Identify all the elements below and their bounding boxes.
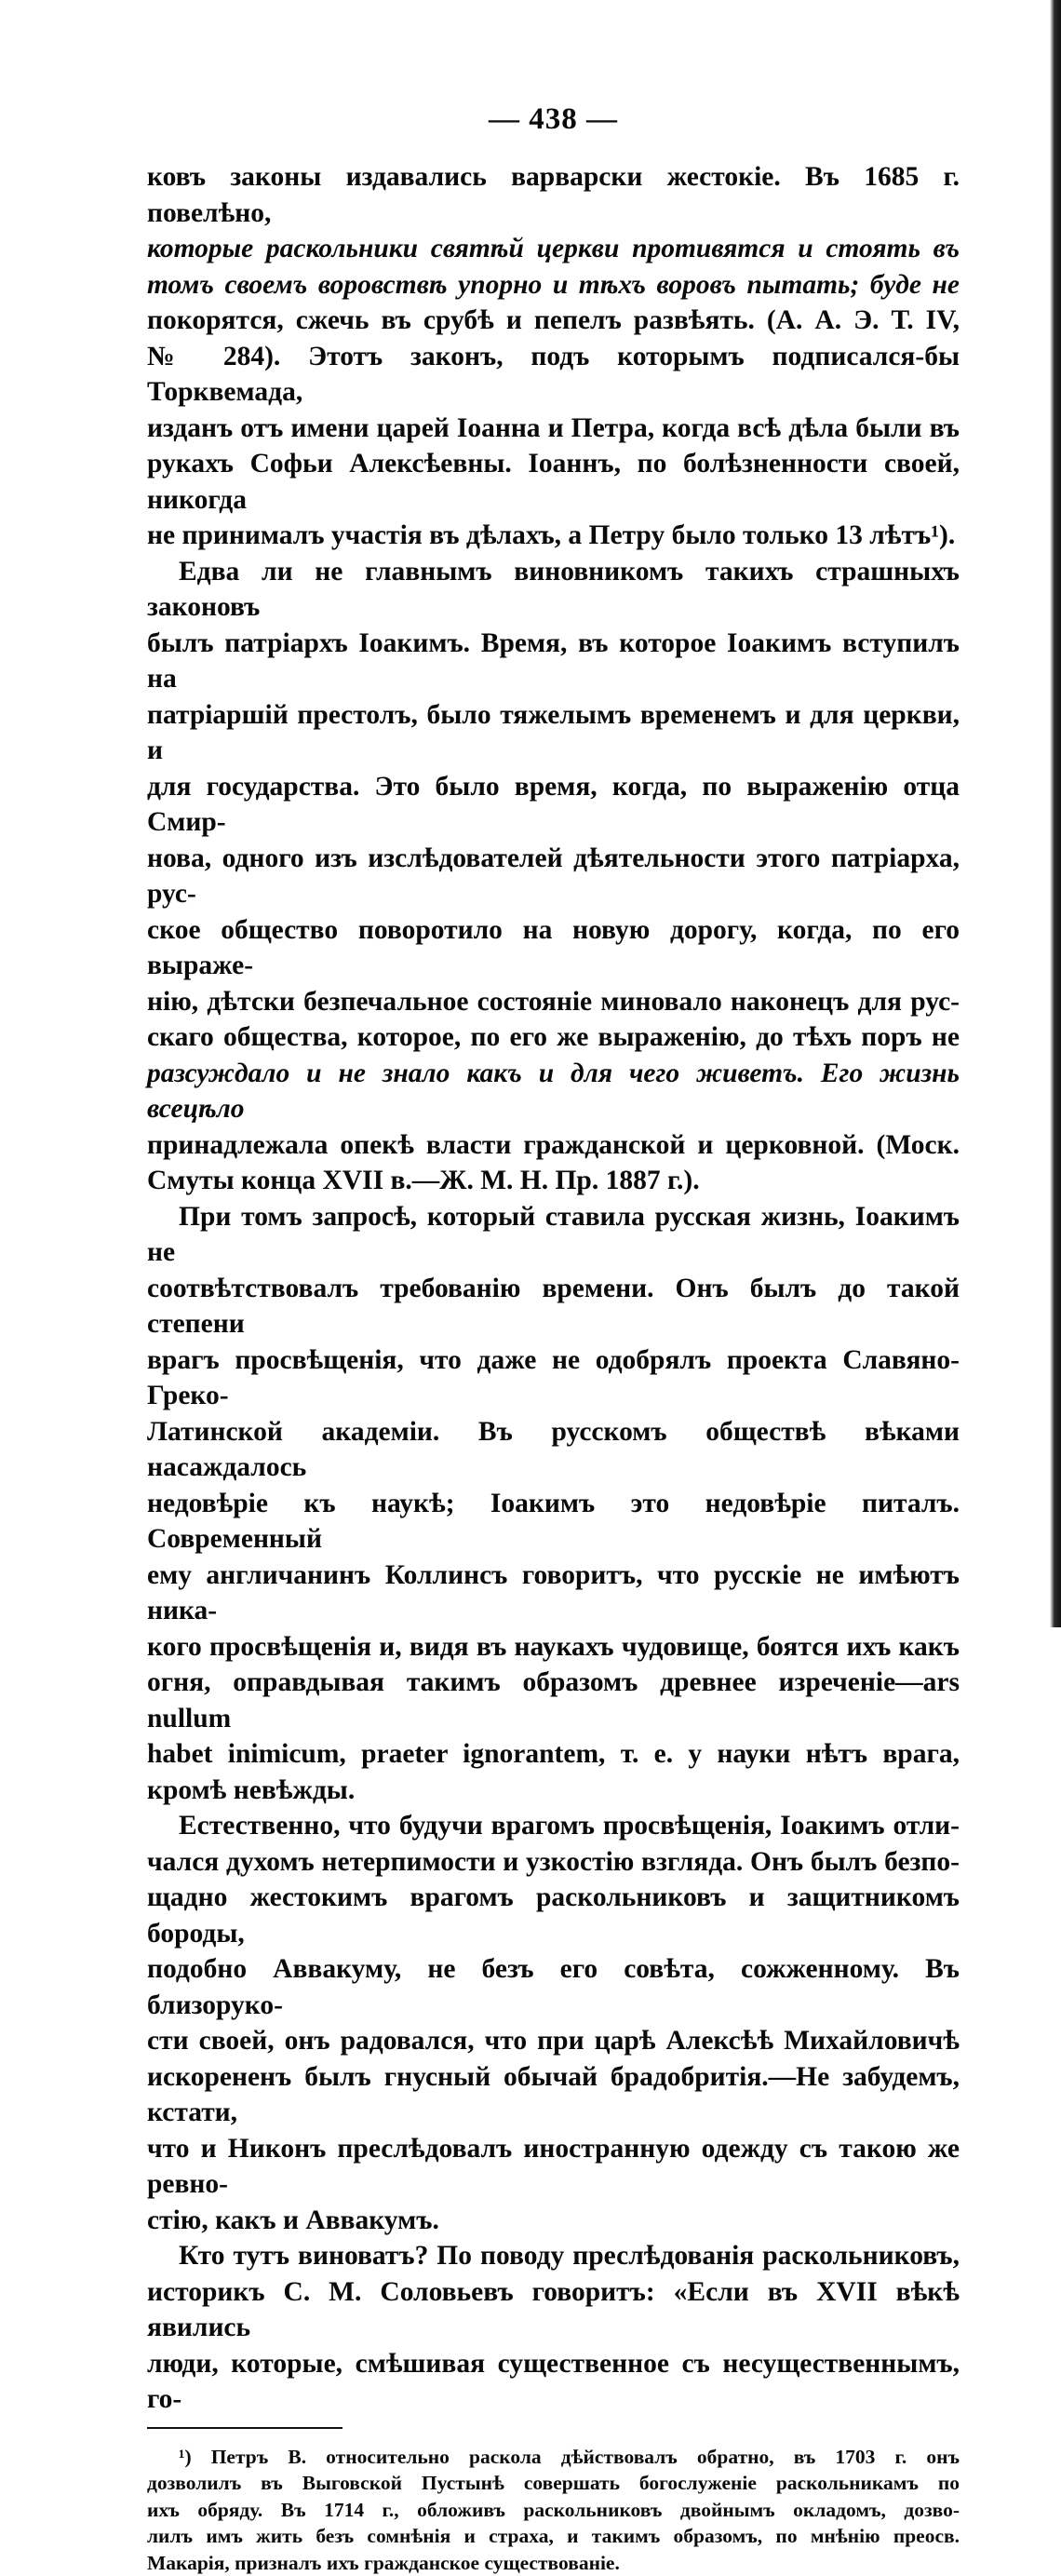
footnote-line: ихъ обряду. Въ 1714 г., обложивъ раскольниковъ двойнымъ окладомъ, дозво- bbox=[147, 2497, 960, 2524]
text-line: ему англичанинъ Коллинсъ говоритъ, что русскіе не имѣютъ ника- bbox=[147, 1558, 960, 1629]
text-line: разсуждало и не знало какъ и для чего живетъ. Его жизнь всецѣло bbox=[147, 1056, 960, 1127]
footnote-line: лилъ имъ жить безъ сомнѣнія и страха, и такимъ образомъ, по мнѣнію преосв. bbox=[147, 2523, 960, 2550]
text-line: искорененъ былъ гнусный обычай брадобритія.—Не забудемъ, кстати, bbox=[147, 2059, 960, 2131]
text-line: не принималъ участія въ дѣлахъ, а Петру было только 13 лѣтъ¹). bbox=[147, 518, 960, 554]
text-line: изданъ отъ имени царей Іоанна и Петра, когда всѣ дѣла были въ bbox=[147, 411, 960, 447]
text-line: ское общество поворотило на новую дорогу, когда, по его выраже- bbox=[147, 912, 960, 984]
text-line: нію, дѣтски безпечальное состояніе миновало наконецъ для рус- bbox=[147, 984, 960, 1020]
text-line: историкъ С. М. Соловьевъ говоритъ: «Если въ XVII вѣкѣ явились bbox=[147, 2274, 960, 2346]
text-line: подобно Аввакуму, не безъ его совѣта, сожженному. Въ близоруко- bbox=[147, 1951, 960, 2023]
body-text bbox=[147, 159, 960, 2418]
paragraph-1 bbox=[147, 159, 960, 554]
page-edge-shadow bbox=[1050, 0, 1061, 1627]
footnote-divider bbox=[147, 2427, 342, 2429]
text-line: соотвѣтствовалъ требованію времени. Онъ былъ до такой степени bbox=[147, 1271, 960, 1342]
paragraph-3 bbox=[147, 1199, 960, 1809]
text-line: Смуты конца XVII в.—Ж. М. Н. Пр. 1887 г.). bbox=[147, 1163, 960, 1199]
text-line: Кто тутъ виноватъ? По поводу преслѣдованія раскольниковъ, bbox=[147, 2238, 960, 2274]
text-line: принадлежала опекѣ власти гражданской и церковной. (Моск. bbox=[147, 1127, 960, 1164]
page-number: — 438 — bbox=[147, 102, 960, 137]
footnote-line: Макарія, призналъ ихъ гражданское существованіе. bbox=[147, 2550, 960, 2576]
text-line: Латинской академіи. Въ русскомъ обществѣ вѣками насаждалось bbox=[147, 1414, 960, 1486]
text-line: щадно жестокимъ врагомъ раскольниковъ и защитникомъ бороды, bbox=[147, 1880, 960, 1951]
text-line: которые раскольники святѣй церкви противятся и стоять въ bbox=[147, 231, 960, 267]
text-line: При томъ запросѣ, который ставила русская жизнь, Іоакимъ не bbox=[147, 1199, 960, 1271]
book-page bbox=[147, 102, 960, 2576]
text-line: стію, какъ и Аввакумъ. bbox=[147, 2203, 960, 2239]
text-line: нова, одного изъ изслѣдователей дѣятельности этого патріарха, рус- bbox=[147, 841, 960, 912]
text-line: № 284). Этотъ законъ, подъ которымъ подписался-бы Торквемада, bbox=[147, 339, 960, 411]
footnote-line: ¹) Петръ В. относительно раскола дѣйствовалъ обратно, въ 1703 г. онъ bbox=[147, 2444, 960, 2471]
text-line: чался духомъ нетерпимости и узкостію взгляда. Онъ былъ безпо- bbox=[147, 1844, 960, 1881]
text-line: патріаршій престолъ, было тяжелымъ временемъ и для церкви, и bbox=[147, 697, 960, 769]
text-line: Естественно, что будучи врагомъ просвѣщенія, Іоакимъ отли- bbox=[147, 1808, 960, 1844]
footnote bbox=[147, 2444, 960, 2576]
paragraph-2 bbox=[147, 554, 960, 1199]
text-line: сти своей, онъ радовался, что при царѣ Алексѣѣ Михайловичѣ bbox=[147, 2023, 960, 2059]
text-line: что и Никонъ преслѣдовалъ иностранную одежду съ такою же ревно- bbox=[147, 2131, 960, 2203]
text-line: огня, оправдывая такимъ образомъ древнее изреченіе—ars nullum bbox=[147, 1665, 960, 1736]
text-line: Едва ли не главнымъ виновникомъ такихъ страшныхъ законовъ bbox=[147, 554, 960, 626]
paragraph-5 bbox=[147, 2238, 960, 2418]
text-line: ковъ законы издавались варварски жестокіе. Въ 1685 г. повелѣно, bbox=[147, 159, 960, 231]
text-line: томъ своемъ воровствѣ упорно и тѣхъ воровъ пытать; буде не bbox=[147, 267, 960, 303]
footnote-line: дозволилъ въ Выговской Пустынѣ совершать богослуженіе раскольникамъ по bbox=[147, 2470, 960, 2497]
text-line: врагъ просвѣщенія, что даже не одобрялъ проекта Славяно-Греко- bbox=[147, 1342, 960, 1414]
text-line: покорятся, сжечь въ срубѣ и пепелъ развѣять. (А. А. Э. Т. IV, bbox=[147, 303, 960, 339]
text-line: для государства. Это было время, когда, по выраженію отца Смир- bbox=[147, 769, 960, 841]
text-line: habet inimicum, praeter ignorantem, т. е. у науки нѣтъ врага, bbox=[147, 1736, 960, 1773]
paragraph-4 bbox=[147, 1808, 960, 2238]
text-line: люди, которые, смѣшивая существенное съ несущественнымъ, го- bbox=[147, 2346, 960, 2418]
text-line: кромѣ невѣжды. bbox=[147, 1773, 960, 1809]
text-line: былъ патріархъ Іоакимъ. Время, въ которое Іоакимъ вступилъ на bbox=[147, 626, 960, 697]
text-line: рукахъ Софьи Алексѣевны. Іоаннъ, по болѣзненности своей, никогда bbox=[147, 446, 960, 518]
text-line: кого просвѣщенія и, видя въ наукахъ чудовище, боятся ихъ какъ bbox=[147, 1629, 960, 1666]
text-line: недовѣріе къ наукѣ; Іоакимъ это недовѣріе питалъ. Современный bbox=[147, 1486, 960, 1558]
text-line: скаго общества, которое, по его же выраженію, до тѣхъ поръ не bbox=[147, 1019, 960, 1056]
